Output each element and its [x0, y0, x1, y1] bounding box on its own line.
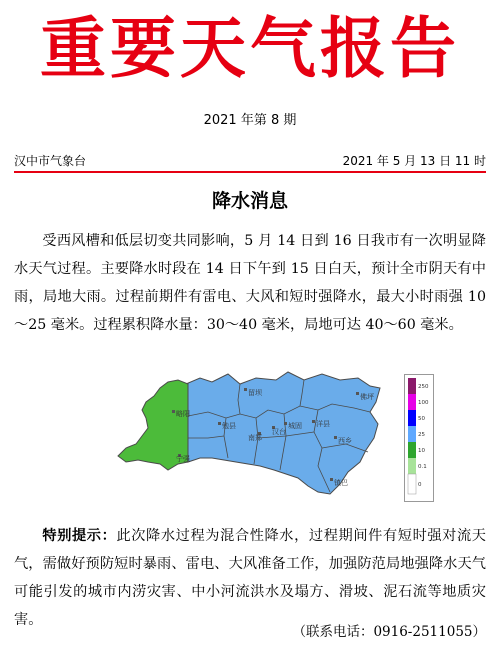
legend-swatch-50: [408, 410, 416, 426]
legend-swatch-0: [408, 474, 416, 494]
map-label-xixiang: 西乡: [338, 437, 352, 445]
legend-swatch-100: [408, 394, 416, 410]
map-label-hantai: 汉台: [272, 428, 286, 436]
report-title: 重要天气报告: [40, 9, 460, 87]
headline: 降水消息: [211, 190, 288, 212]
map-label-nanzheng: 南郑: [248, 434, 262, 442]
map-label-foping: 佛坪: [360, 393, 374, 401]
legend-swatch-25: [408, 426, 416, 442]
map-label-chenggu: 城固: [288, 422, 302, 430]
map-label-ningqiang: 宁强: [176, 455, 190, 463]
map-label-mianxian: 勉县: [222, 422, 236, 430]
contact-phone: （联系电话：0916-2511055）: [292, 624, 486, 640]
legend-swatch-250: [408, 378, 416, 394]
forecast-paragraph: 受西风槽和低层切变共同影响，5 月 14 日到 16 日我市有一次明显降水天气过程。主要降水时段在 14 日下午到 15 日白天，预计全市阴天有中雨，局地大雨。过程前期件有雷电、大风和短时强降水，最大小时雨强 10～25 毫米。过程累积降水量：30～40 毫米，局地可达 40～60 毫米。: [14, 233, 486, 333]
map-label-lueyang: 略阳: [176, 410, 190, 418]
legend-tick-50: 50: [418, 416, 425, 422]
agency-name: 汉中市气象台: [14, 154, 87, 168]
notice-text: 此次降水过程为混合性降水，过程期间件有短时强对流天气，需做好预防短时暴雨、雷电、大风准备工作，加强防范局地强降水天气可能引发的城市内涝灾害、中小河流洪水及塌方、滑坡、泥石流等地质灾害。: [14, 528, 486, 628]
legend-swatch-0.1: [408, 458, 416, 474]
header-divider: [14, 171, 486, 173]
legend-swatch-10: [408, 442, 416, 458]
notice-label: 特别提示：: [42, 528, 117, 544]
legend-tick-250: 250: [418, 384, 429, 390]
legend-tick-0.1: 0.1: [418, 464, 427, 470]
issue-number: 2021 年第 8 期: [203, 113, 297, 128]
legend-tick-25: 25: [418, 432, 425, 438]
map-label-zhenba: 镇巴: [334, 479, 348, 487]
legend-tick-100: 100: [418, 400, 429, 406]
rainfall-legend: [404, 374, 434, 502]
map-label-yangxian: 洋县: [316, 420, 330, 428]
precipitation-map: [108, 366, 438, 516]
legend-tick-0: 0: [418, 482, 422, 488]
map-label-liuba: 留坝: [248, 389, 262, 397]
special-notice: [14, 522, 486, 634]
legend-tick-10: 10: [418, 448, 425, 454]
issue-datetime: 2021 年 5 月 13 日 11 时: [342, 154, 486, 168]
